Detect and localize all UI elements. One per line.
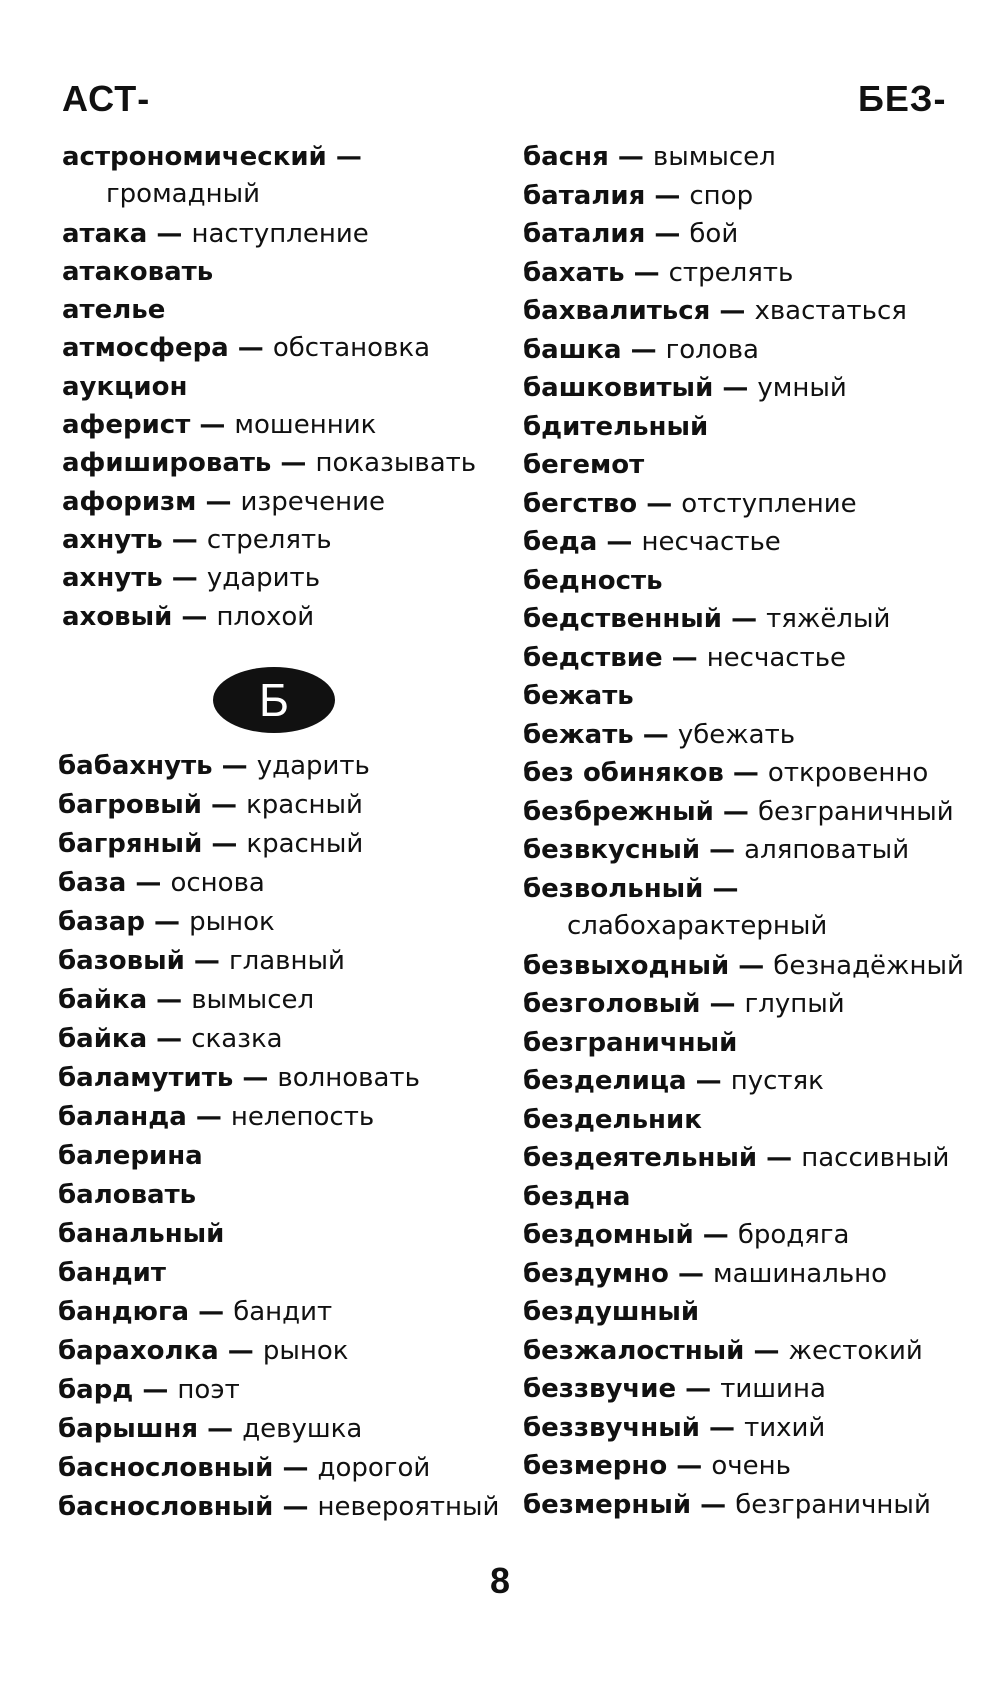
page-number: 8	[489, 1560, 511, 1601]
entry-dash: —	[667, 1451, 712, 1481]
entry-synonym: откровенно	[767, 758, 929, 788]
entry-synonym: изречение	[240, 486, 385, 517]
entry-dash: —	[162, 524, 207, 555]
entry-headword: безделица	[523, 1066, 687, 1096]
dictionary-entry	[523, 138, 983, 177]
entry-headword: багряный	[58, 829, 203, 859]
dictionary-entry	[523, 1293, 983, 1332]
dictionary-entry	[62, 215, 502, 253]
entry-headword: ахнуть	[62, 563, 163, 594]
dictionary-entry	[58, 1488, 498, 1527]
entry-headword: ателье	[62, 295, 166, 326]
entry-synonym: обстановка	[272, 333, 431, 364]
entry-headword: афоризм	[62, 486, 197, 517]
entry-headword: баснословный	[58, 1492, 274, 1522]
entry-synonym: аляповатый	[744, 835, 910, 865]
entry-synonym: ударить	[206, 563, 321, 594]
dictionary-entry	[523, 1062, 983, 1101]
dictionary-entry	[523, 831, 983, 870]
entry-headword: бдительный	[523, 411, 709, 442]
entry-headword: бездна	[523, 1181, 631, 1212]
entry-headword: безжалостный	[523, 1335, 745, 1366]
entry-headword: без обиняков	[523, 758, 724, 788]
entry-dash: —	[645, 219, 690, 249]
entry-synonym: мошенник	[234, 410, 377, 441]
entry-synonym: стрелять	[206, 524, 332, 555]
entry-headword: безмерно	[523, 1451, 668, 1481]
entry-dash: —	[621, 334, 666, 365]
entry-synonym: невероятный	[317, 1492, 500, 1522]
dictionary-entry	[523, 1178, 983, 1217]
entry-synonym: очень	[711, 1451, 791, 1481]
entry-synonym: стрелять	[668, 257, 794, 288]
entry-headword: бегство	[523, 488, 638, 519]
entry-dash: —	[744, 1335, 789, 1366]
entry-dash: —	[271, 448, 316, 479]
entry-headword: аховый	[62, 601, 173, 632]
entry-headword: бандюга	[58, 1297, 190, 1327]
entry-synonym: безнадёжный	[773, 950, 964, 981]
entry-synonym: плохой	[216, 601, 315, 632]
dictionary-entry	[58, 1215, 498, 1254]
entry-dash: —	[662, 642, 707, 673]
dictionary-entry	[58, 1137, 498, 1176]
dictionary-entry	[58, 825, 498, 864]
dictionary-entry	[523, 600, 983, 639]
entry-headword: байка	[58, 1024, 148, 1054]
entry-headword: бандит	[58, 1258, 166, 1288]
entry-headword: баснословный	[58, 1453, 274, 1483]
entry-headword: атака	[62, 218, 148, 249]
entry-headword: бездомный	[523, 1220, 694, 1250]
entry-dash: —	[686, 1066, 731, 1096]
entry-headword: безмерный	[523, 1489, 692, 1520]
entry-headword: баловать	[58, 1180, 197, 1210]
entry-headword: банальный	[58, 1219, 225, 1249]
entry-dash: —	[233, 1063, 278, 1093]
entry-dash: —	[723, 758, 768, 788]
entry-headword: баталия	[523, 219, 646, 249]
entry-synonym: нелепость	[230, 1102, 375, 1132]
entry-dash: —	[133, 1375, 178, 1405]
entry-dash: —	[172, 601, 217, 632]
entry-dash: —	[645, 180, 690, 211]
entry-headword: баталия	[523, 180, 646, 211]
entry-synonym: жестокий	[788, 1335, 923, 1366]
entry-synonym: несчастье	[706, 642, 847, 673]
entry-synonym: тихий	[744, 1412, 826, 1443]
dictionary-entry	[58, 1293, 498, 1332]
dictionary-entry	[523, 754, 983, 793]
entry-synonym: сказка	[191, 1024, 283, 1054]
dictionary-entry	[523, 870, 983, 947]
dictionary-entry	[523, 1101, 983, 1140]
entry-headword: бегемот	[523, 450, 645, 480]
dictionary-entry	[523, 677, 983, 716]
entry-headword: барышня	[58, 1414, 199, 1444]
entry-dash: —	[710, 296, 755, 326]
entry-synonym: вымысел	[191, 985, 315, 1015]
entry-dash: —	[273, 1453, 318, 1483]
entry-synonym: волновать	[277, 1063, 420, 1093]
entry-synonym: глупый	[744, 989, 845, 1019]
entry-headword: астрономический	[62, 142, 327, 172]
entry-synonym: наступление	[191, 218, 369, 249]
entry-synonym: спор	[689, 180, 754, 211]
entry-dash: —	[608, 142, 653, 172]
entry-headword: бездумно	[523, 1258, 669, 1289]
entry-synonym: красный	[246, 790, 363, 820]
entry-headword: бахвалиться	[523, 296, 711, 326]
dictionary-entry	[62, 253, 502, 291]
entry-headword: башка	[523, 334, 622, 365]
dictionary-entry	[62, 138, 502, 215]
entry-synonym: бандит	[233, 1297, 333, 1327]
entry-headword: афишировать	[62, 448, 272, 479]
dictionary-entry	[523, 1024, 983, 1063]
entry-headword: безвольный	[523, 873, 704, 904]
entry-synonym: рынок	[262, 1336, 349, 1366]
dictionary-entry	[523, 523, 983, 562]
entry-synonym: голова	[665, 334, 759, 365]
entry-dash: —	[700, 989, 745, 1019]
entry-headword: бежать	[523, 681, 634, 711]
dictionary-entry	[523, 215, 983, 254]
dictionary-entry	[58, 1371, 498, 1410]
entry-synonym: убежать	[677, 719, 796, 750]
entry-synonym: девушка	[242, 1414, 363, 1444]
entry-headword: бедность	[523, 565, 663, 596]
entry-synonym: безграничный	[757, 796, 954, 827]
entry-dash: —	[700, 835, 745, 865]
entry-headword: атмосфера	[62, 333, 229, 364]
entry-dash: —	[668, 1258, 714, 1289]
entry-headword: бедственный	[523, 604, 723, 634]
entry-dash: —	[201, 790, 247, 820]
entry-dash: —	[637, 488, 682, 519]
entry-dash: —	[198, 1414, 243, 1444]
entry-synonym: ударить	[256, 751, 370, 781]
dictionary-entry	[523, 1216, 983, 1255]
dictionary-entry	[523, 1332, 983, 1371]
dictionary-entry	[523, 985, 983, 1024]
entry-headword: безбрежный	[523, 796, 714, 827]
entry-headword: башковитый	[523, 373, 714, 403]
dictionary-entry	[58, 747, 498, 786]
dictionary-entry	[62, 521, 502, 559]
entry-dash: —	[633, 719, 678, 750]
entry-synonym: рынок	[189, 907, 275, 937]
dictionary-entry	[62, 444, 502, 482]
dictionary-entry	[523, 947, 983, 986]
dictionary-entry	[62, 368, 502, 406]
entry-synonym: слабохарактерный	[567, 911, 828, 941]
entry-headword: базовый	[58, 946, 185, 976]
entry-synonym: показывать	[315, 448, 477, 479]
entry-dash: —	[676, 1374, 721, 1404]
entry-dash: —	[147, 985, 192, 1015]
entry-synonym: тишина	[720, 1374, 826, 1404]
dictionary-entry	[523, 485, 983, 524]
entry-headword: бабахнуть	[58, 751, 213, 781]
dictionary-entry	[62, 406, 502, 444]
entry-headword: баламутить	[58, 1063, 234, 1093]
entry-headword: беда	[523, 527, 598, 557]
dictionary-entry	[523, 177, 983, 216]
dictionary-entry	[58, 1098, 498, 1137]
dictionary-entry	[523, 1139, 983, 1178]
entry-synonym: пассивный	[801, 1143, 950, 1173]
dictionary-entry	[523, 446, 983, 485]
entry-headword: бежать	[523, 719, 634, 750]
entry-headword: бездушный	[523, 1297, 700, 1327]
entry-headword: басня	[523, 142, 609, 172]
entry-dash: —	[703, 873, 739, 904]
entry-synonym: громадный	[106, 179, 261, 210]
entry-dash: —	[190, 410, 235, 441]
entry-dash: —	[597, 527, 642, 557]
entry-headword: безголовый	[523, 989, 701, 1019]
entry-dash: —	[147, 218, 192, 249]
column-right-entries	[523, 138, 983, 1524]
section-letter-badge: Б	[213, 667, 335, 733]
entry-synonym: красный	[246, 829, 364, 859]
entry-dash: —	[693, 1220, 738, 1250]
entry-dash: —	[162, 563, 207, 594]
entry-dash: —	[691, 1489, 736, 1520]
entry-dash: —	[228, 333, 273, 364]
dictionary-entry	[58, 1332, 498, 1371]
dictionary-entry	[62, 329, 502, 367]
dictionary-entry	[58, 981, 498, 1020]
entry-synonym: бой	[689, 219, 739, 249]
dictionary-entry	[523, 254, 983, 293]
entry-headword: бард	[58, 1375, 134, 1405]
entry-synonym: машинально	[713, 1258, 888, 1289]
dictionary-entry	[523, 1447, 983, 1486]
dictionary-entry	[58, 1176, 498, 1215]
dictionary-entry	[523, 408, 983, 447]
entry-dash: —	[326, 142, 362, 172]
entry-dash: —	[713, 796, 758, 827]
dictionary-entry	[523, 1255, 983, 1294]
entry-headword: безвыходный	[523, 950, 730, 981]
column-left-a-entries	[62, 138, 502, 636]
entry-headword: атаковать	[62, 256, 214, 287]
entry-synonym: бродяга	[737, 1220, 850, 1250]
entry-headword: байка	[58, 985, 148, 1015]
dictionary-entry	[58, 786, 498, 825]
entry-headword: балерина	[58, 1141, 203, 1171]
dictionary-entry	[523, 331, 983, 370]
entry-headword: беззвучный	[523, 1412, 700, 1443]
entry-synonym: основа	[170, 868, 265, 898]
entry-synonym: отступление	[681, 488, 857, 519]
dictionary-entry	[523, 369, 983, 408]
dictionary-entry	[58, 1254, 498, 1293]
entry-dash: —	[713, 373, 758, 403]
entry-headword: бахать	[523, 257, 625, 288]
dictionary-entry	[62, 559, 502, 597]
entry-dash: —	[729, 950, 774, 981]
dictionary-entry	[523, 1409, 983, 1448]
dictionary-entry	[58, 942, 498, 981]
dictionary-entry	[523, 793, 983, 832]
entry-headword: базар	[58, 907, 145, 937]
entry-headword: багровый	[58, 790, 202, 820]
entry-headword: барахолка	[58, 1336, 219, 1366]
entry-synonym: вымысел	[652, 142, 776, 172]
dictionary-entry	[62, 483, 502, 521]
entry-headword: безвкусный	[523, 835, 701, 865]
entry-dash: —	[273, 1492, 318, 1522]
entry-headword: бедствие	[523, 642, 663, 673]
entry-headword: бездельник	[523, 1104, 702, 1135]
dictionary-entry	[523, 292, 983, 331]
entry-headword: безграничный	[523, 1027, 738, 1058]
entry-dash: —	[699, 1412, 745, 1443]
dictionary-entry	[62, 291, 502, 329]
entry-dash: —	[184, 946, 229, 976]
entry-synonym: пустяк	[730, 1066, 824, 1096]
dictionary-entry	[58, 1059, 498, 1098]
entry-synonym: главный	[228, 946, 345, 976]
dictionary-entry	[523, 716, 983, 755]
dictionary-entry	[58, 1410, 498, 1449]
dictionary-entry	[58, 864, 498, 903]
entry-dash: —	[722, 604, 767, 634]
entry-synonym: хвастаться	[754, 296, 907, 326]
entry-headword: аукцион	[62, 371, 188, 402]
running-head-left: АСТ-	[62, 78, 151, 119]
entry-synonym: умный	[757, 373, 847, 403]
entry-headword: бездеятельный	[523, 1143, 758, 1173]
dictionary-entry	[523, 562, 983, 601]
dictionary-entry	[58, 1449, 498, 1488]
entry-dash: —	[189, 1297, 234, 1327]
dictionary-entry	[523, 639, 983, 678]
entry-synonym: тяжёлый	[766, 604, 891, 634]
entry-synonym: поэт	[177, 1375, 240, 1405]
dictionary-entry	[58, 903, 498, 942]
entry-headword: аферист	[62, 410, 191, 441]
entry-synonym: безграничный	[735, 1489, 931, 1520]
entry-headword: ахнуть	[62, 524, 163, 555]
entry-dash: —	[147, 1024, 192, 1054]
column-left-b-entries	[58, 747, 498, 1527]
entry-headword: база	[58, 868, 127, 898]
entry-dash: —	[218, 1336, 263, 1366]
entry-dash: —	[757, 1143, 802, 1173]
dictionary-entry	[523, 1370, 983, 1409]
entry-dash: —	[186, 1102, 231, 1132]
dictionary-entry	[62, 598, 502, 636]
entry-dash: —	[624, 257, 669, 288]
entry-synonym: дорогой	[317, 1453, 431, 1483]
running-head-right: БЕЗ-	[858, 78, 947, 119]
entry-dash: —	[196, 486, 241, 517]
entry-dash: —	[202, 829, 247, 859]
entry-headword: баланда	[58, 1102, 187, 1132]
dictionary-entry	[523, 1486, 983, 1525]
entry-dash: —	[212, 751, 257, 781]
entry-dash: —	[144, 907, 190, 937]
entry-dash: —	[126, 868, 171, 898]
entry-headword: беззвучие	[523, 1374, 677, 1404]
dictionary-entry	[58, 1020, 498, 1059]
entry-synonym: несчастье	[641, 527, 781, 557]
